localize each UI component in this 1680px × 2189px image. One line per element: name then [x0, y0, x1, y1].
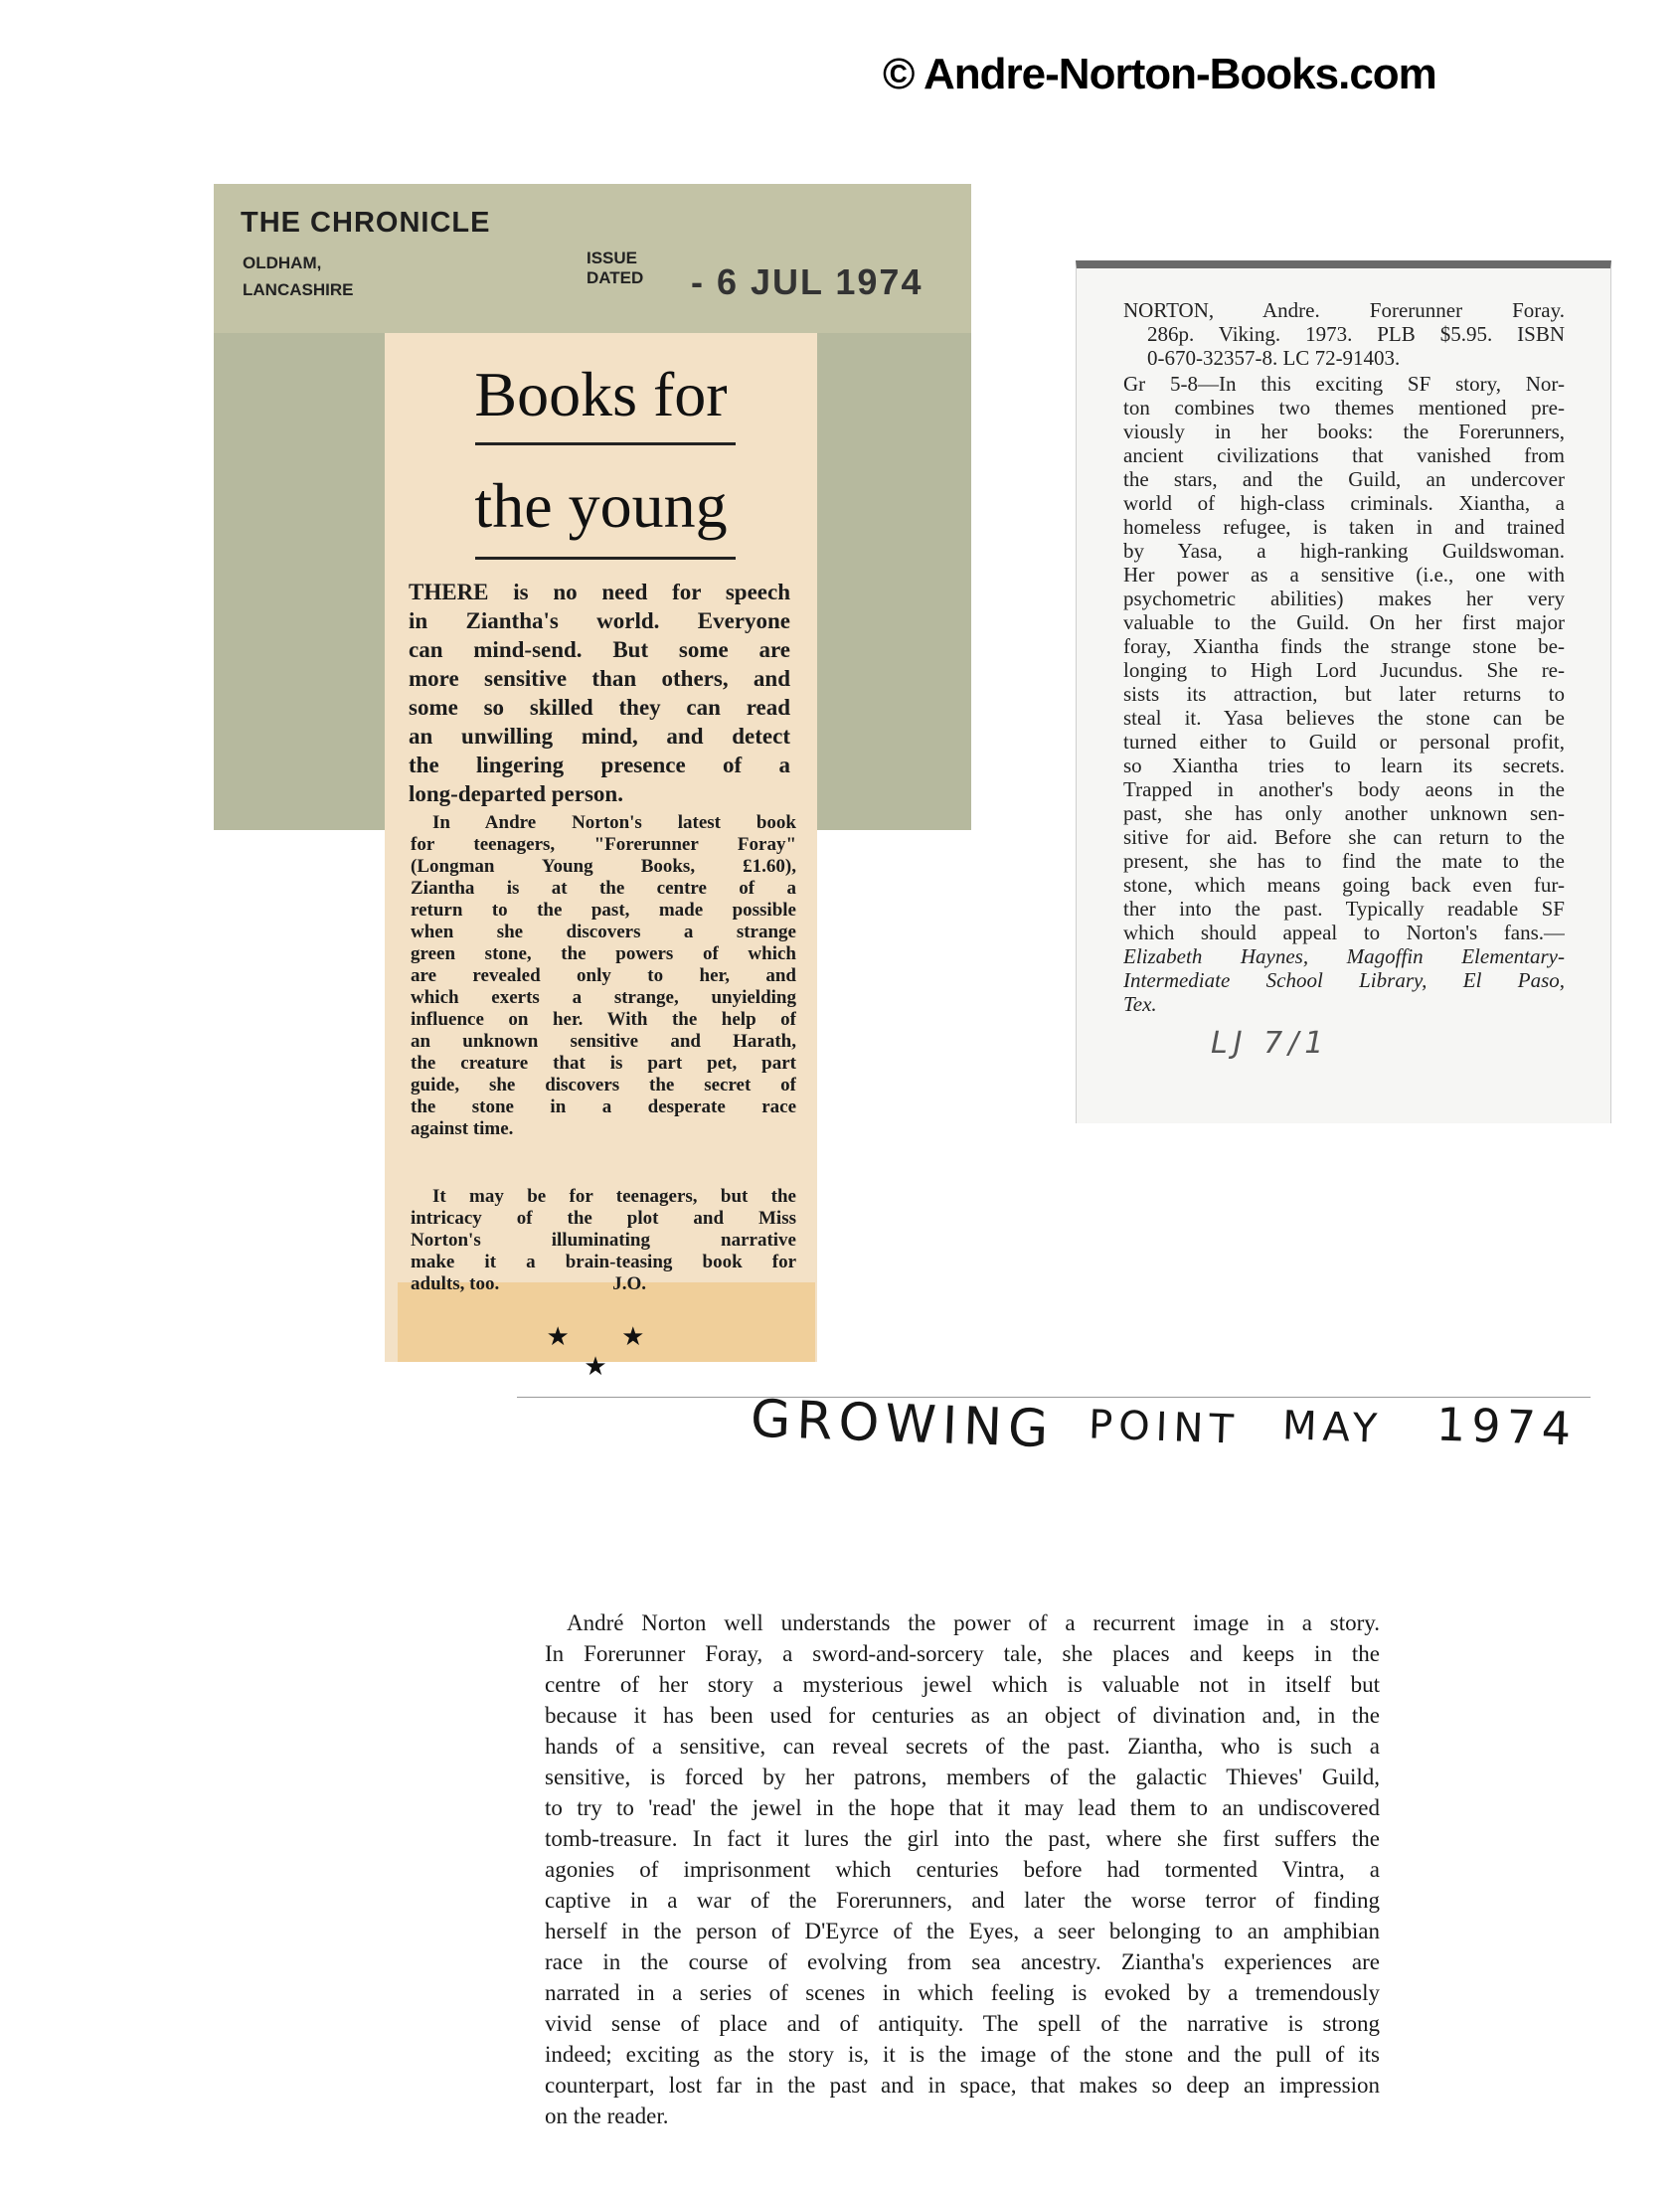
lead-line: in Ziantha's world. Everyone: [409, 608, 790, 633]
closing-line: intricacy of the plot and Miss: [411, 1208, 796, 1229]
lj-line: Trapped in another's body aeons in the: [1123, 777, 1565, 801]
body-line: an unknown sensitive and Harath,: [411, 1031, 796, 1052]
gp-line: sensitive, is forced by her patrons, members of the galactic Thieves' Guild,: [545, 1765, 1380, 1789]
clipping-divider: [517, 1397, 1591, 1398]
lj-line: psychometric abilities) makes her very: [1123, 587, 1565, 610]
lead-line: an unwilling mind, and detect: [409, 724, 790, 749]
lj-line: ther into the past. Typically readable SF: [1123, 897, 1565, 921]
closing-line: Norton's illuminating narrative: [411, 1230, 796, 1251]
lj-line: foray, Xiantha finds the strange stone be-: [1123, 634, 1565, 658]
gp-line: centre of her story a mysterious jewel which is valuable not in itself but: [545, 1672, 1380, 1697]
gp-line: hands of a sensitive, can reveal secrets of the past. Ziantha, who is such a: [545, 1734, 1380, 1759]
body-line: green stone, the powers of which: [411, 943, 796, 964]
dated-label: DATED: [587, 268, 644, 287]
star-divider: ★ ★ ★: [546, 1322, 667, 1382]
handwritten-publication-2: POINT: [1088, 1402, 1241, 1453]
body-line: guide, she discovers the secret of: [411, 1075, 796, 1095]
body-line: return to the past, made possible: [411, 900, 796, 921]
lj-line: 0-670-32357-8. LC 72-91403.: [1147, 346, 1401, 370]
gp-line: narrated in a series of scenes in which feeling is evoked by a tremendously: [545, 1980, 1380, 2005]
lj-line: world of high-class criminals. Xiantha, a: [1123, 491, 1565, 515]
body-line: when she discovers a strange: [411, 922, 796, 942]
lead-line: the lingering presence of a: [409, 753, 790, 777]
closing-line: make it a brain-teasing book for: [411, 1252, 796, 1272]
copyright-watermark: © Andre-Norton-Books.com: [883, 50, 1436, 98]
gp-line: counterpart, lost far in the past and in space, that makes so deep an impression: [545, 2073, 1380, 2098]
lj-line: valuable to the Guild. On her first major: [1123, 610, 1565, 634]
closing-line: It may be for teenagers, but the: [432, 1186, 796, 1207]
lj-line: 286p. Viking. 1973. PLB $5.95. ISBN: [1147, 322, 1565, 346]
lj-line: present, she has to find the mate to the: [1123, 849, 1565, 873]
lj-line: stone, which means going back even fur-: [1123, 873, 1565, 897]
body-line: the stone in a desperate race: [411, 1096, 796, 1117]
handwritten-month: MAY: [1281, 1403, 1384, 1452]
lj-line: NORTON, Andre. Forerunner Foray.: [1123, 298, 1565, 322]
gp-line: tomb-treasure. In fact it lures the girl into the past, where she first suffers the: [545, 1826, 1380, 1851]
lj-line: past, she has only another unknown sen-: [1123, 801, 1565, 825]
lead-line: long-departed person.: [409, 781, 623, 806]
lj-reviewer: Elizabeth Haynes, Magoffin Elementary-: [1123, 944, 1565, 968]
gp-line: André Norton well understands the power of a recurrent image in a story.: [567, 1610, 1380, 1635]
body-line: for teenagers, "Forerunner Foray": [411, 834, 796, 855]
lj-line: Gr 5-8—In this exciting SF story, Nor-: [1123, 372, 1565, 396]
gp-line: race in the course of evolving from sea ancestry. Ziantha's experiences are: [545, 1949, 1380, 1974]
gp-line: because it has been used for centuries as an object of divination and, in the: [545, 1703, 1380, 1728]
issue-date-stamp: - 6 JUL 1974: [691, 261, 924, 302]
handwritten-publication: GROWING: [750, 1389, 1056, 1460]
lj-reviewer: Intermediate School Library, El Paso,: [1123, 968, 1565, 992]
issue-label: ISSUE: [587, 249, 638, 267]
lj-line: ton combines two themes mentioned pre-: [1123, 396, 1565, 420]
newspaper-county: LANCASHIRE: [243, 280, 354, 299]
lj-line: the stars, and the Guild, an undercover: [1123, 467, 1565, 491]
gp-line: herself in the person of D'Eyrce of the Eyes, a seer belonging to an amphibian: [545, 1919, 1380, 1943]
lj-line: homeless refugee, is taken in and trained: [1123, 515, 1565, 539]
lj-reviewer: Tex.: [1123, 992, 1157, 1016]
lj-line: sitive for aid. Before she can return to the: [1123, 825, 1565, 849]
body-line: In Andre Norton's latest book: [432, 812, 796, 833]
gp-line: captive in a war of the Forerunners, and later the worse terror of finding: [545, 1888, 1380, 1913]
body-line: against time.: [411, 1118, 514, 1139]
gp-line: In Forerunner Foray, a sword-and-sorcery tale, she places and keeps in the: [545, 1641, 1380, 1666]
lj-line: steal it. Yasa believes the stone can be: [1123, 706, 1565, 730]
newspaper-name: THE CHRONICLE: [241, 207, 491, 239]
body-line: (Longman Young Books, £1.60),: [411, 856, 796, 877]
article-headline-line2: the young: [474, 470, 728, 541]
lj-line: viously in her books: the Forerunners,: [1123, 420, 1565, 443]
lj-line: longing to High Lord Jucundus. She re-: [1123, 658, 1565, 682]
body-line: influence on her. With the help of: [411, 1009, 796, 1030]
newspaper-town: OLDHAM,: [243, 253, 322, 272]
closing-line: adults, too. J.O.: [411, 1273, 646, 1294]
lead-line: THERE is no need for speech: [409, 580, 790, 604]
headline-rule: [475, 442, 736, 445]
article-headline-line1: Books for: [474, 359, 728, 429]
handwritten-lj-note: LJ 7/1: [1211, 1026, 1330, 1061]
lead-line: some so skilled they can read: [409, 695, 790, 720]
body-line: the creature that is part pet, part: [411, 1053, 796, 1074]
gp-line: vivid sense of place and of antiquity. The spell of the narrative is strong: [545, 2011, 1380, 2036]
lj-line: sists its attraction, but later returns to: [1123, 682, 1565, 706]
lj-line: ancient civilizations that vanished from: [1123, 443, 1565, 467]
lj-line: turned either to Guild or personal profit,: [1123, 730, 1565, 754]
lead-line: can mind-send. But some are: [409, 637, 790, 662]
lj-line: so Xiantha tries to learn its secrets.: [1123, 754, 1565, 777]
lj-line: which should appeal to Norton's fans.—: [1123, 921, 1565, 944]
handwritten-year: 1974: [1435, 1397, 1578, 1456]
gp-line: indeed; exciting as the story is, it is the image of the stone and the pull of its: [545, 2042, 1380, 2067]
lj-line: Her power as a sensitive (i.e., one with: [1123, 563, 1565, 587]
gp-line: agonies of imprisonment which centuries before had tormented Vintra, a: [545, 1857, 1380, 1882]
headline-rule-bottom: [475, 557, 736, 560]
gp-line: on the reader.: [545, 2104, 669, 2128]
body-line: Ziantha is at the centre of a: [411, 878, 796, 899]
lead-line: more sensitive than others, and: [409, 666, 790, 691]
gp-line: to try to 'read' the jewel in the hope that it may lead them to an undiscovered: [545, 1795, 1380, 1820]
body-line: are revealed only to her, and: [411, 965, 796, 986]
body-line: which exerts a strange, unyielding: [411, 987, 796, 1008]
lj-line: by Yasa, a high-ranking Guildswoman.: [1123, 539, 1565, 563]
